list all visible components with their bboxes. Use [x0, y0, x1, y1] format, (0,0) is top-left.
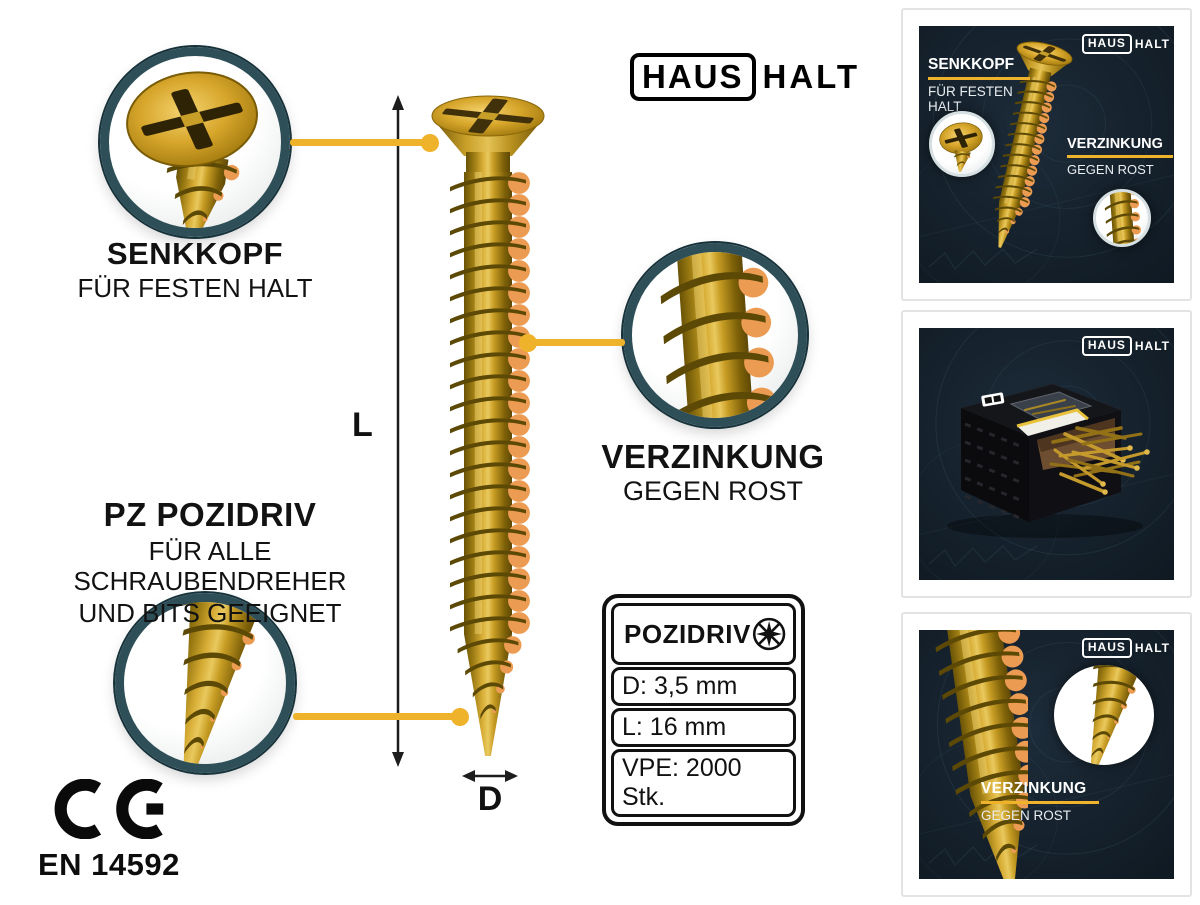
- thumb-verzinkung-callout: [1067, 136, 1173, 177]
- callout-line-senkkopf: [290, 139, 430, 146]
- pozidriv-subtitle-1: FÜR ALLE SCHRAUBENDREHER: [73, 536, 347, 597]
- thread-detail-circle: [623, 243, 807, 427]
- brand-logo-halt: HALT: [1134, 338, 1170, 353]
- callout-line-verzinkung: [528, 339, 625, 346]
- thumbnail-2-packaging[interactable]: [901, 310, 1192, 598]
- certification-block: [38, 779, 188, 883]
- accent-underline: [981, 801, 1099, 804]
- pozidriv-star-icon: [751, 609, 787, 659]
- pozidriv-title: PZ POZIDRIV: [103, 496, 317, 533]
- diameter-label: D: [477, 780, 503, 818]
- callout-line-pozidriv: [293, 713, 460, 720]
- verzinkung-callout: [563, 438, 863, 507]
- ce-mark-icon: [54, 779, 166, 839]
- brand-logo: [630, 53, 860, 101]
- spec-box: [602, 594, 805, 826]
- senkkopf-callout: [40, 236, 350, 304]
- accent-underline: [928, 77, 1030, 80]
- spec-drive-type: POZIDRIV: [624, 618, 751, 649]
- screw-head-detail-circle: [100, 47, 290, 237]
- thumbnail-1-scene: [919, 26, 1174, 283]
- thumbnail-3-scene: [919, 630, 1174, 879]
- mini-tip-detail-circle: [1054, 665, 1154, 765]
- spec-box-header: [611, 603, 796, 665]
- brand-logo-small: [1082, 638, 1170, 658]
- mini-head-detail-circle: [929, 111, 995, 177]
- thumb-senkkopf-callout: [928, 56, 1030, 114]
- screw-render: [420, 92, 560, 772]
- verzinkung-title: VERZINKUNG: [601, 438, 825, 475]
- brand-logo-small: [1082, 34, 1170, 54]
- thumb3-verzinkung-title: VERZINKUNG: [981, 780, 1087, 797]
- thumbnail-1-features[interactable]: [901, 8, 1192, 301]
- thumb-senkkopf-sub2: HALT: [928, 99, 962, 114]
- spec-row-diameter: D: 3,5 mm: [611, 667, 796, 706]
- pozidriv-callout: [10, 496, 410, 628]
- brand-logo-small: [1082, 336, 1170, 356]
- brand-logo-haus: HAUS: [1082, 638, 1132, 658]
- pozidriv-subtitle-2: UND BITS GEEIGNET: [78, 598, 342, 629]
- brand-logo-halt: HALT: [762, 58, 861, 96]
- thread-closeup-render: [919, 630, 1028, 879]
- length-label: L: [352, 406, 373, 444]
- thumb3-verzinkung-callout: [981, 780, 1099, 823]
- length-dimension-arrow: [390, 95, 406, 767]
- accent-underline: [1067, 155, 1173, 158]
- standard-number: EN 14592: [38, 847, 180, 882]
- spec-row-length: L: 16 mm: [611, 708, 796, 747]
- senkkopf-title: SENKKOPF: [106, 236, 284, 271]
- thumb-senkkopf-title: SENKKOPF: [928, 56, 1015, 73]
- spec-row-packaging: VPE: 2000 Stk.: [611, 749, 796, 817]
- thumb3-verzinkung-sub: GEGEN ROST: [981, 808, 1072, 823]
- brand-logo-haus: HAUS: [630, 53, 756, 101]
- brand-logo-haus: HAUS: [1082, 336, 1132, 356]
- brand-logo-halt: HALT: [1134, 36, 1170, 51]
- thumbnail-2-scene: [919, 328, 1174, 580]
- verzinkung-subtitle: GEGEN ROST: [622, 476, 804, 506]
- mini-thread-detail-circle: [1093, 189, 1151, 247]
- senkkopf-subtitle: FÜR FESTEN HALT: [77, 273, 313, 303]
- thumb-senkkopf-sub1: FÜR FESTEN: [928, 84, 1013, 99]
- thumb-verzinkung-sub: GEGEN ROST: [1067, 162, 1154, 177]
- thumbnail-3-coating[interactable]: [901, 612, 1192, 897]
- screw-box-render: [925, 364, 1163, 544]
- brand-logo-halt: HALT: [1134, 640, 1170, 655]
- brand-logo-haus: HAUS: [1082, 34, 1132, 54]
- thumb-verzinkung-title: VERZINKUNG: [1067, 136, 1163, 152]
